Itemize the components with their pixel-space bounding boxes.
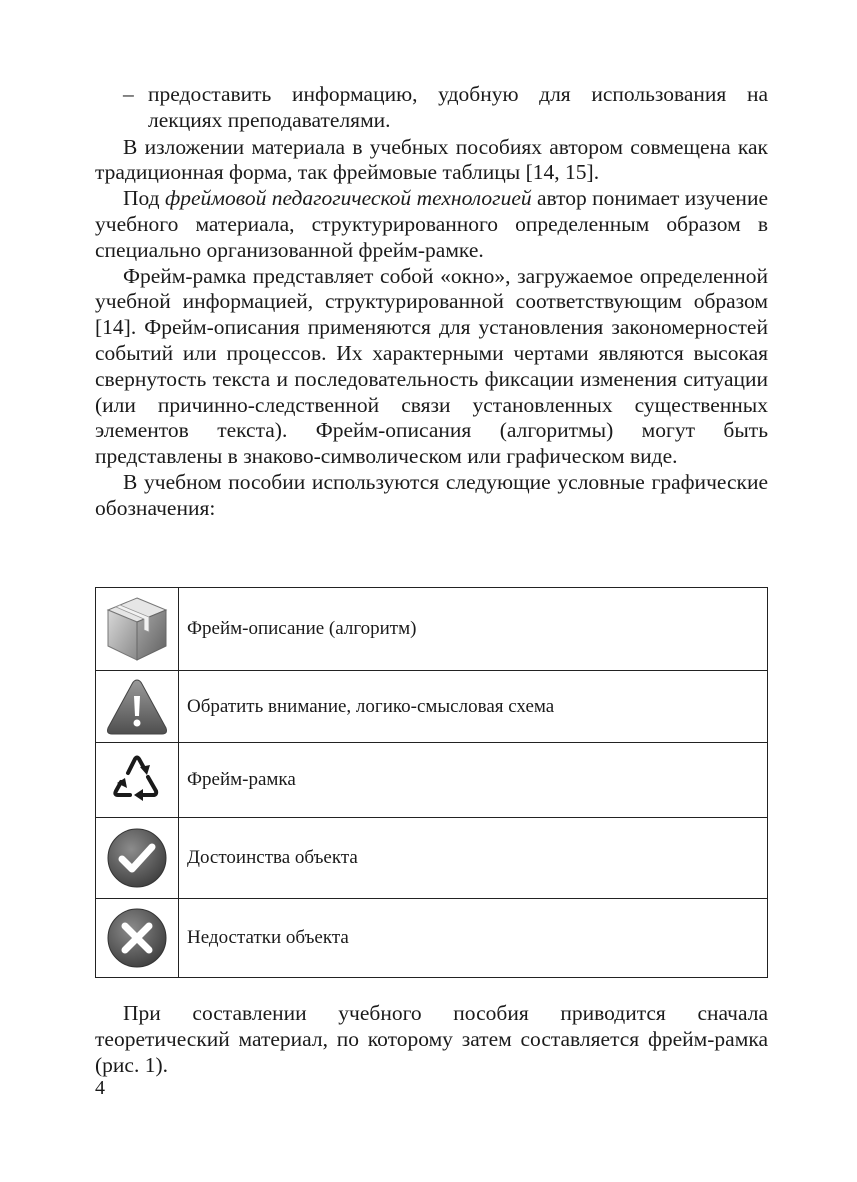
dash-item-text: предоставить информацию, удобную для использования на лекциях преподавателями. [148, 82, 768, 132]
paragraph-4: В учебном пособии используются следующие условные графические обозначения: [95, 469, 768, 520]
legend-label: Фрейм-рамка [179, 743, 768, 818]
legend-icon-cell [96, 899, 179, 978]
paragraph-2 [95, 186, 768, 263]
legend-icon-cell [96, 671, 179, 743]
warning-triangle-icon [104, 676, 170, 738]
paragraph-3: Фрейм-рамка представляет собой «окно», загружаемое определенной учебной информацией, структурированной соответствующим образом [14]. Фрейм-описания применяются для установления закономерностей событий или процессов. Их характерными чертами являются высокая свернутость текста и последовательность фиксации изменения ситуации (или причинно-следственной связи установленных существенных элементов текста). Фрейм-описания (алгоритмы) могут быть представлены в знаково-символическом или графическом виде. [95, 263, 768, 469]
legend-row [96, 818, 768, 899]
legend-row [96, 671, 768, 743]
cross-circle-icon [105, 906, 169, 970]
checkmark-circle-icon [105, 826, 169, 890]
legend-row [96, 743, 768, 818]
legend-row [96, 588, 768, 671]
dash-mark: – [123, 82, 134, 106]
paragraph-2-after: автор понимает изучение учебного материала, структурированного определенным образом в специально организованной фрейм-рамке. [95, 186, 768, 262]
paragraph-5: При составлении учебного пособия приводится сначала теоретический материал, по которому затем составляется фрейм-рамка (рис. 1). [95, 1001, 768, 1077]
legend-icon-cell [96, 588, 179, 671]
legend-row [96, 899, 768, 978]
legend-icon-cell [96, 818, 179, 899]
legend-label: Недостатки объекта [179, 899, 768, 978]
legend-table [95, 587, 768, 978]
legend-label: Достоинства объекта [179, 818, 768, 899]
page-body [95, 82, 768, 522]
recycle-arrows-icon [104, 747, 170, 813]
page-number: 4 [95, 1077, 105, 1099]
paragraph-1: В изложении материала в учебных пособиях автором совмещена как традиционная форма, так фреймовые таблицы [14, 15]. [95, 134, 768, 185]
legend-label: Обратить внимание, логико-смысловая схема [179, 671, 768, 743]
box-icon [104, 594, 170, 664]
legend-label: Фрейм-описание (алгоритм) [179, 588, 768, 671]
legend-icon-cell [96, 743, 179, 818]
paragraph-2-term: фреймовой педагогической технологией [165, 186, 532, 211]
paragraph-2-before: Под [123, 186, 165, 211]
closing-text [95, 1001, 768, 1078]
dash-list-item [95, 82, 768, 134]
